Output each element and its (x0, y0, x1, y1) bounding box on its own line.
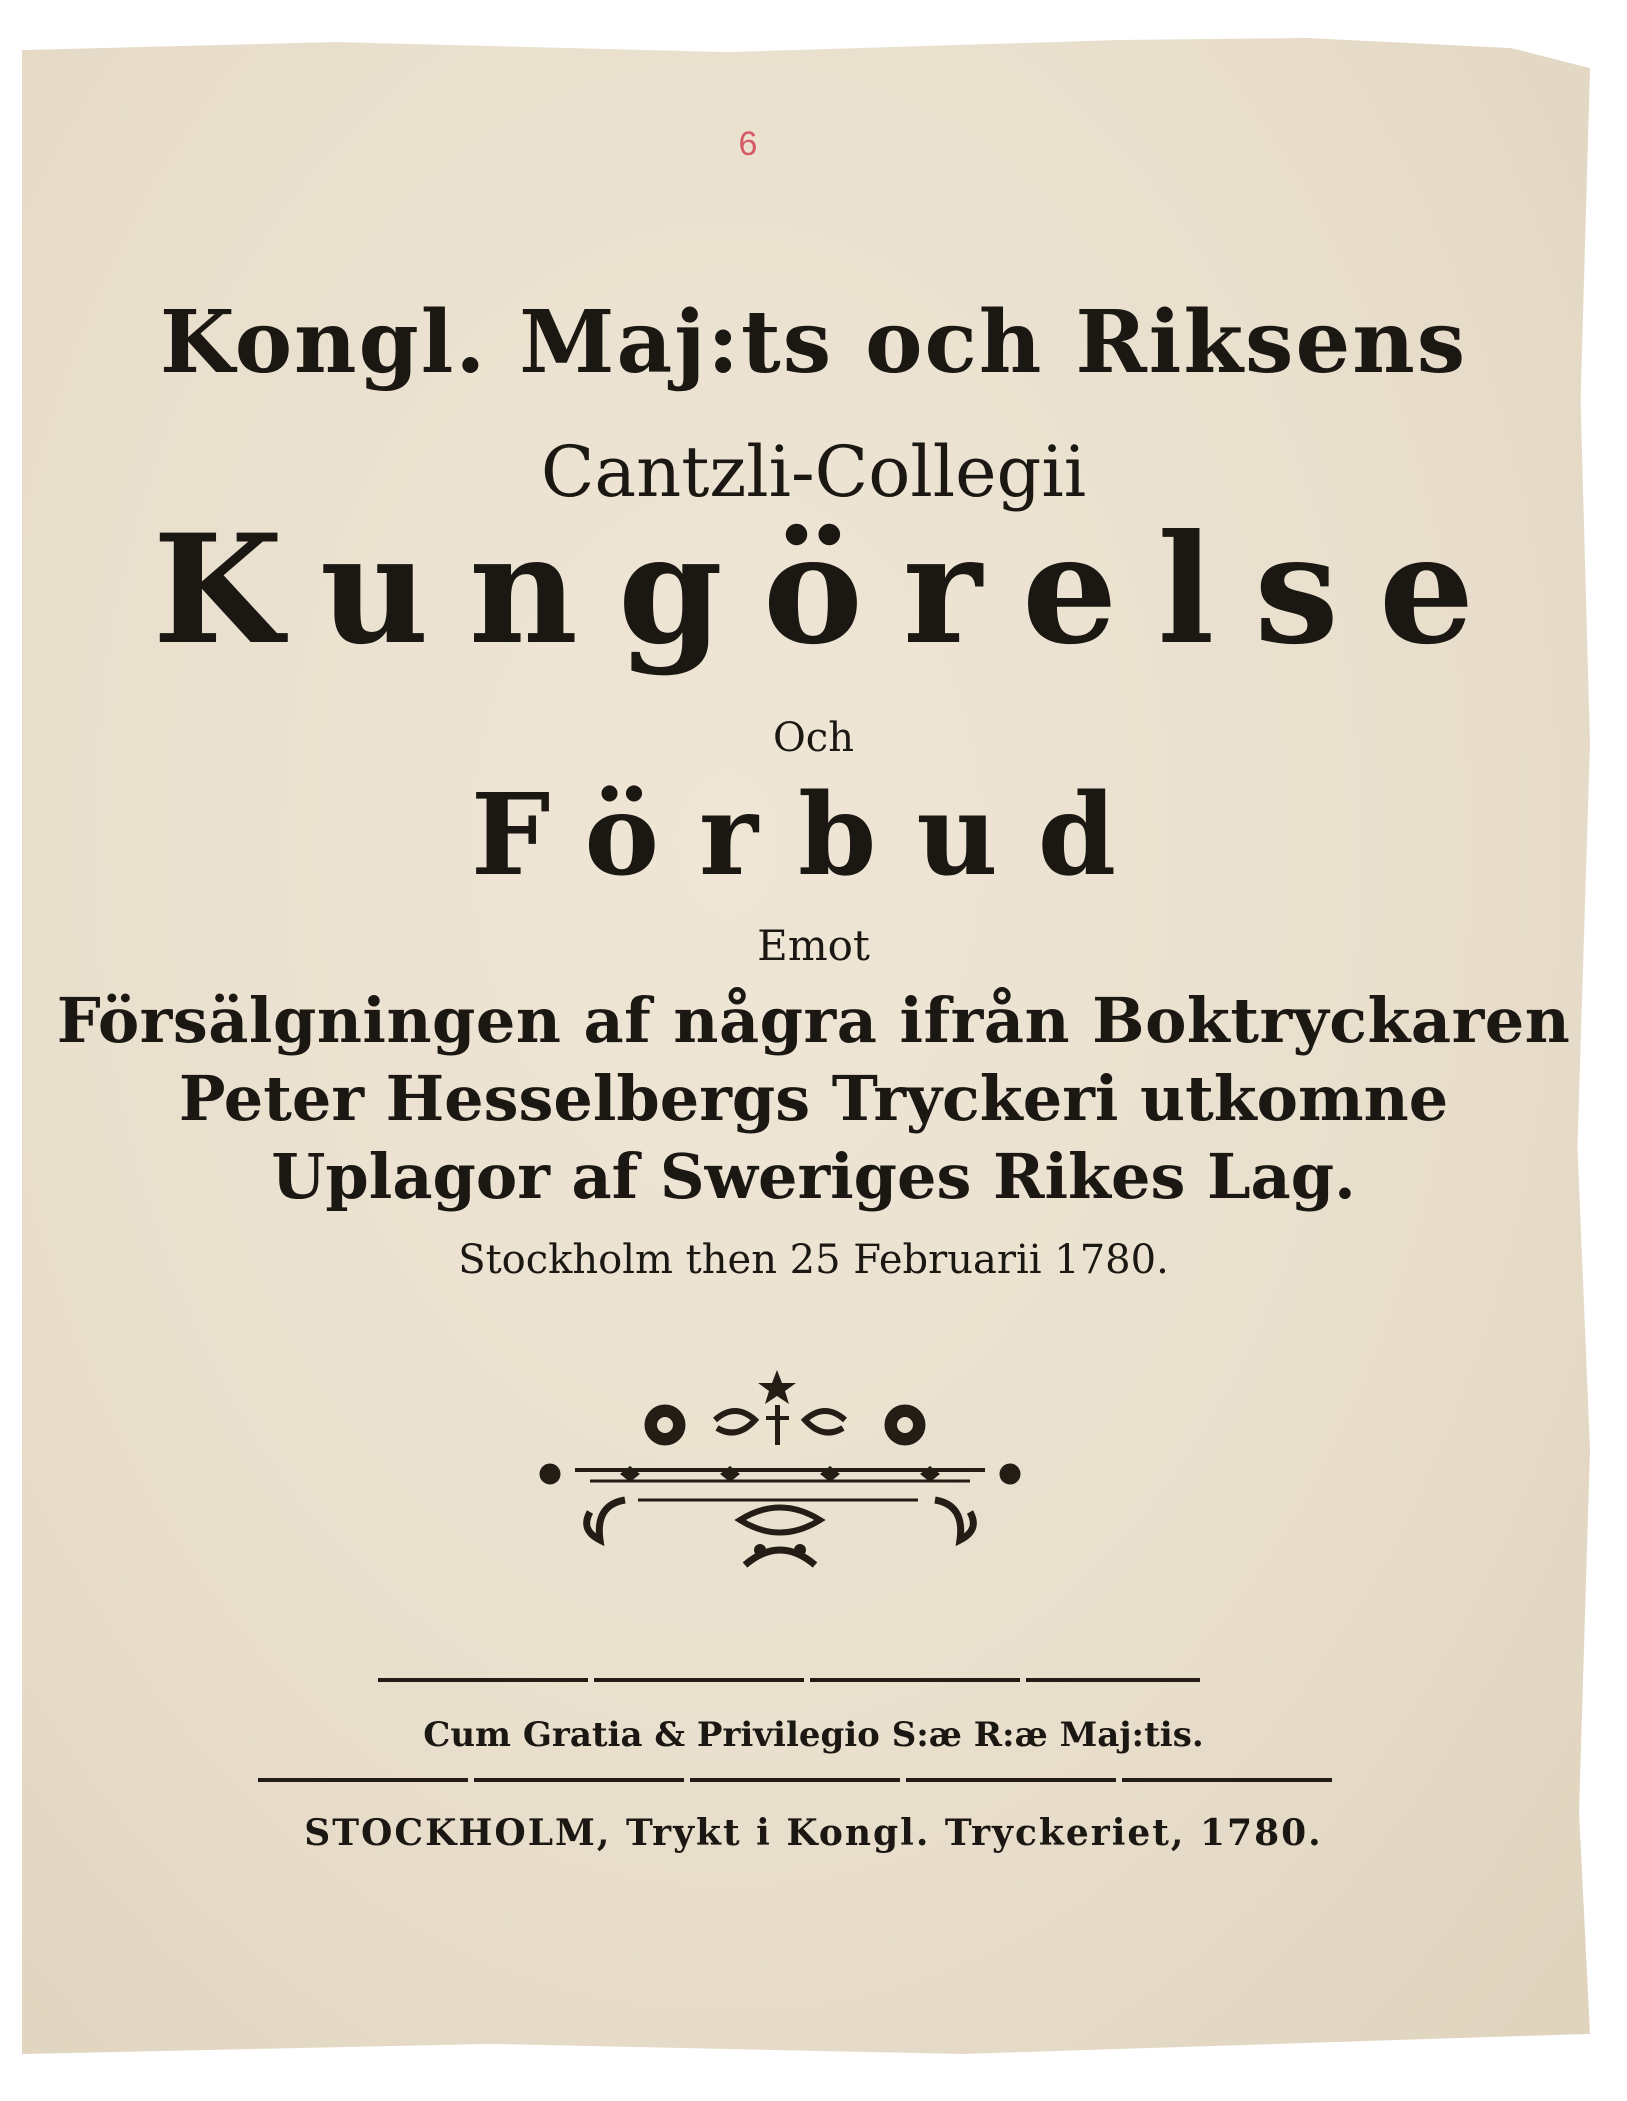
body-line-1: Försälgningen af några ifrån Boktryckaren (56, 984, 1571, 1057)
body-line-3: Uplagor af Sweriges Rikes Lag. (271, 1140, 1356, 1213)
top-rule (378, 1678, 1200, 1682)
bottom-rule (258, 1778, 1333, 1782)
title-secondary-heading: Förbud (470, 770, 1157, 901)
printers-ornament-icon (520, 1350, 1040, 1580)
title-main-heading: Kungörelse (152, 502, 1515, 678)
page-number: 6 (738, 125, 758, 163)
title-preposition: Emot (757, 921, 870, 970)
title-line-1: Kongl. Maj:ts och Riksens (159, 292, 1468, 393)
privilege-line: Cum Gratia & Privilegio S:æ R:æ Maj:tis. (423, 1715, 1204, 1755)
body-line-2: Peter Hesselbergs Tryckeri utkomne (178, 1062, 1449, 1135)
title-line-2: Cantzli-Collegii (540, 431, 1087, 513)
title-conjunction: Och (773, 715, 854, 761)
imprint-line: STOCKHOLM, Trykt i Kongl. Tryckeriet, 1780. (304, 1812, 1323, 1854)
dateline: Stockholm then 25 Februarii 1780. (458, 1237, 1169, 1283)
